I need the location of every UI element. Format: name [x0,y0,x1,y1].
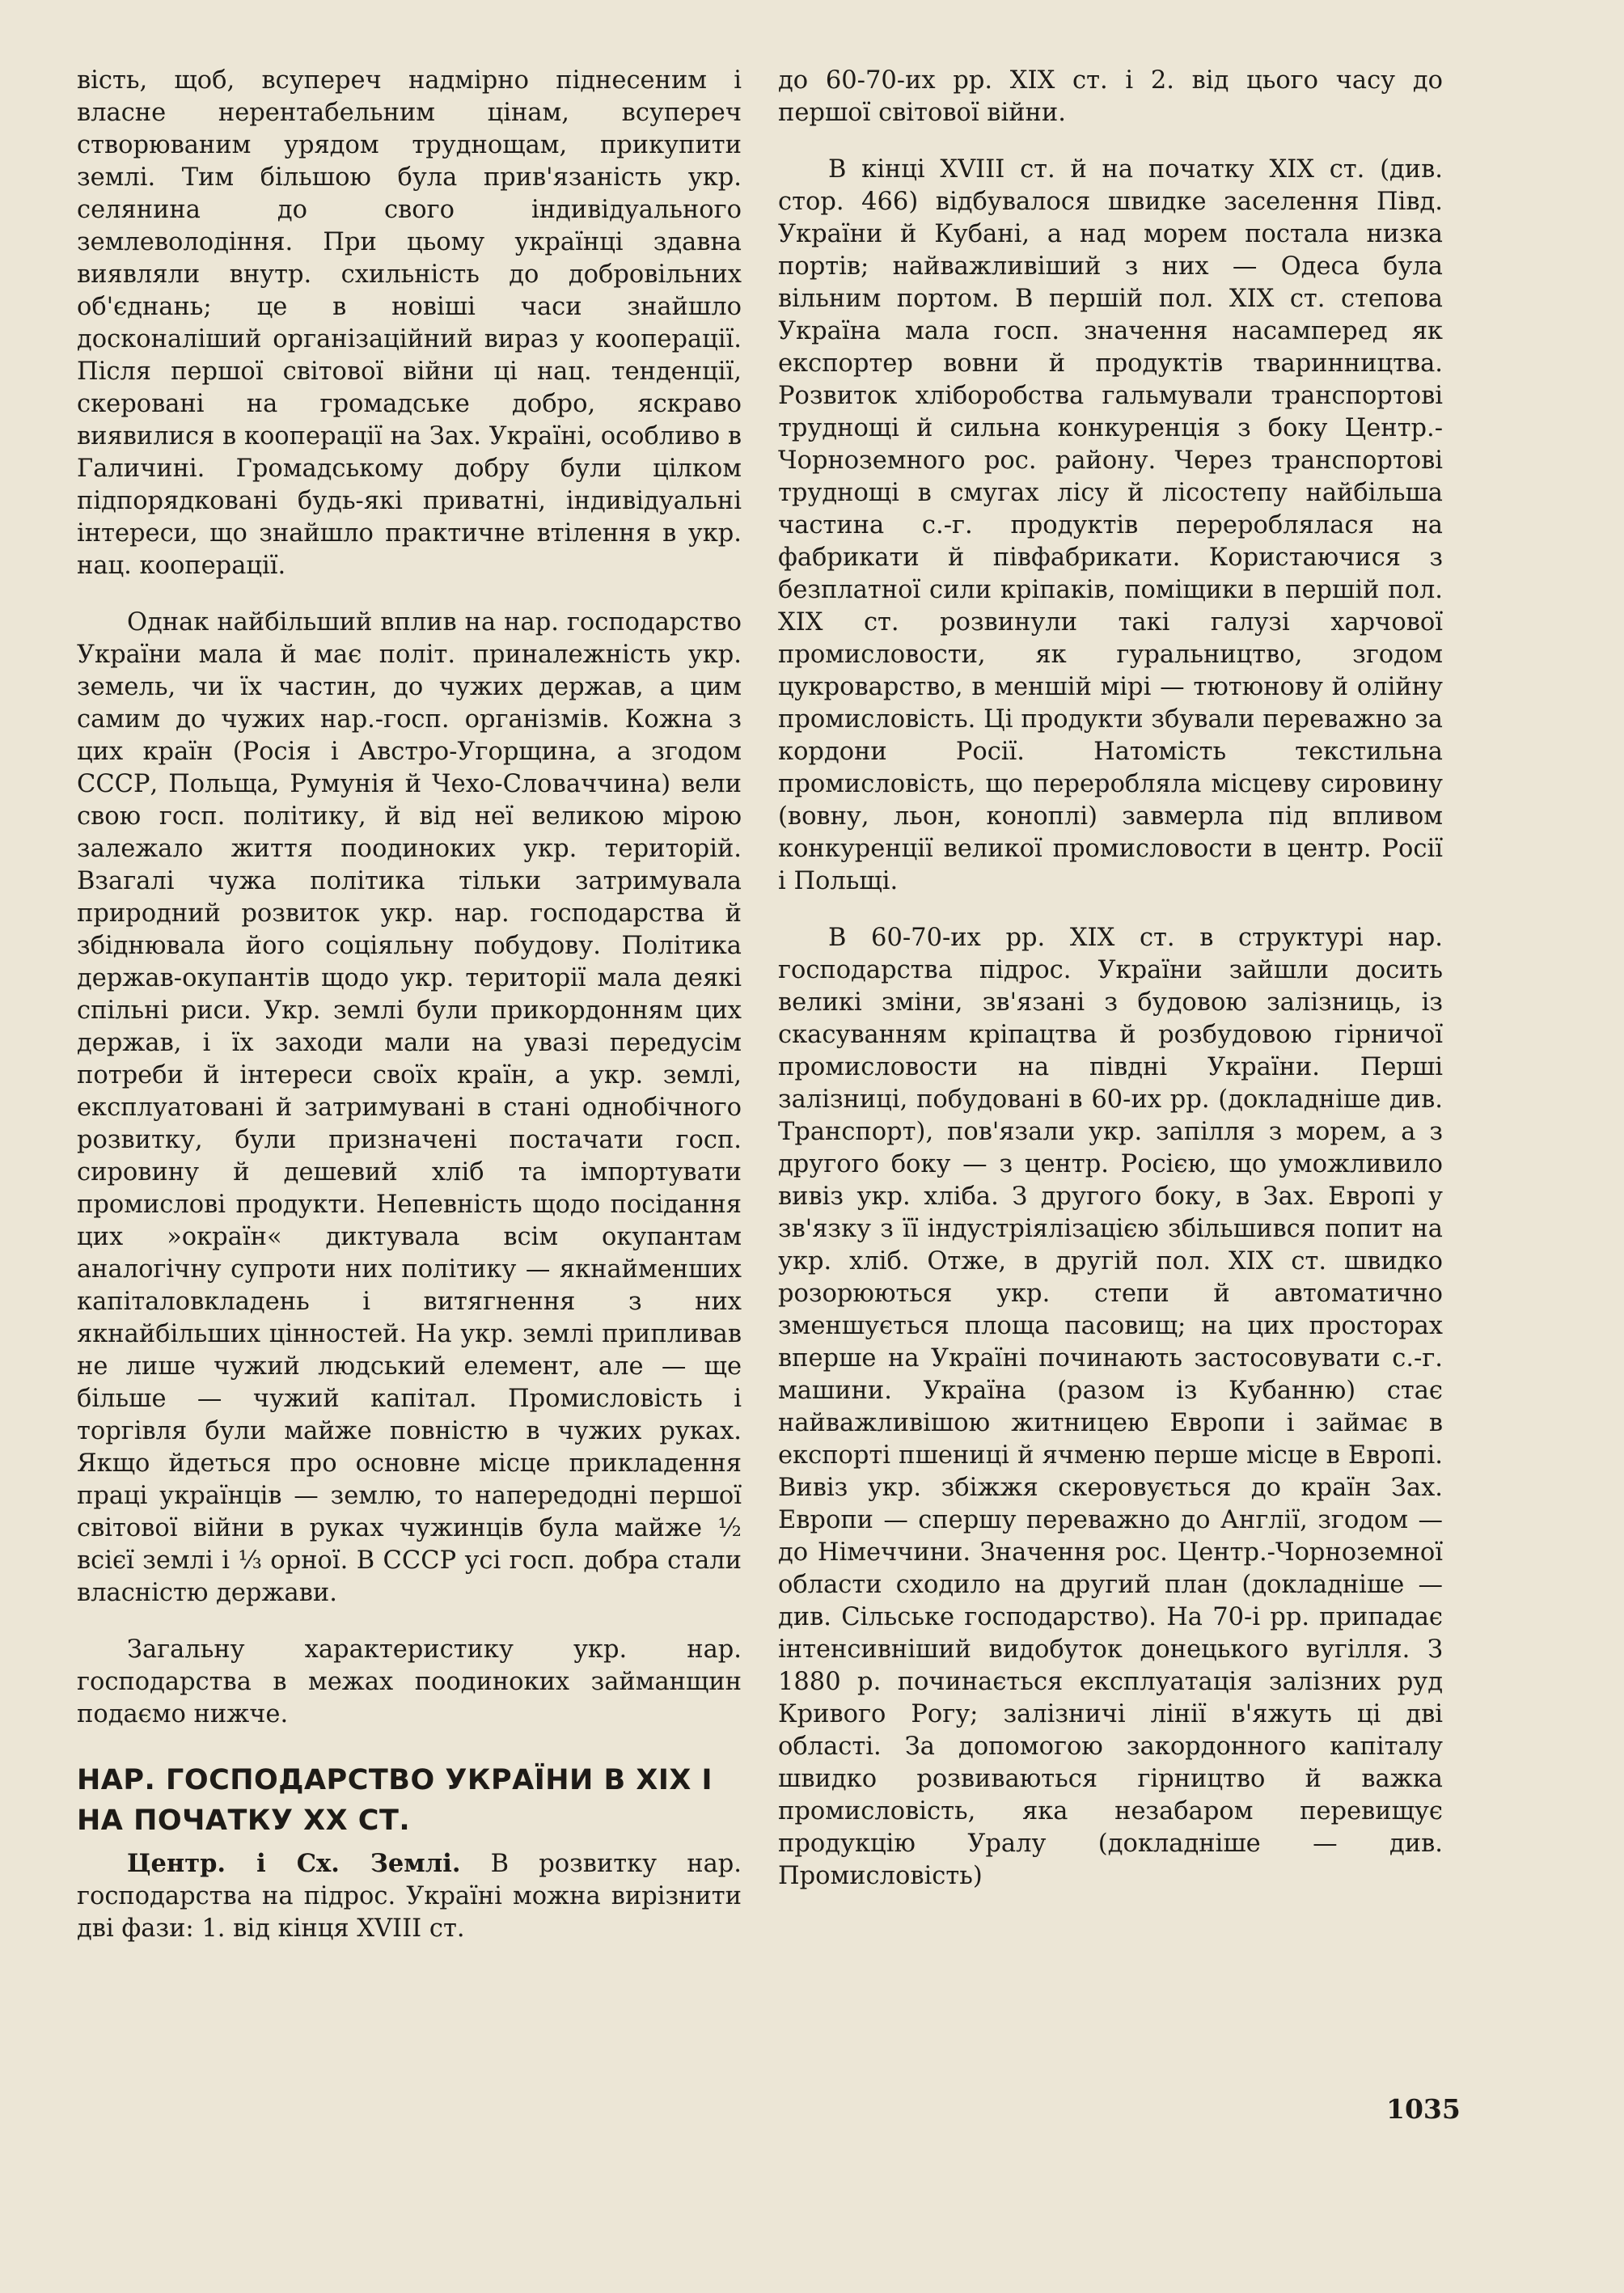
page-number: 1035 [1386,2093,1461,2125]
run-in-heading: Центр. і Сх. Землі. [127,1849,461,1878]
paragraph: до 60-70-их рр. XIX ст. і 2. від цього часу до першої світової війни. [778,66,1443,127]
left-column [77,65,742,1969]
paragraph: Однак найбільший вплив на нар. господарство України мала й має політ. приналежність укр. земель, чи їх частин, до чужих держав, а цим самим до чужих нар.-госп. організмів. Кожна з цих країн (Росія і Австро-Угорщина, а згодом СССР, Польща, Румунія й Чехо-Словаччина) вели свою госп. політику, й від неї великою мірою залежало життя поодиноких укр. територій. Взагалі чужа політика тільки затримувала природний розвиток укр. нар. господарства й збіднювала його соціяльну побудову. Політика держав-окупантів щодо укр. території мала деякі спільні риси. Укр. землі були прикордонням цих держав, і їх заходи мали на увазі передусім потреби й інтереси своїх країн, а укр. землі, експлуатовані й затримувані в стані однобічного розвитку, були призначені постачати госп. сировину й дешевий хліб та імпортувати промислові продукти. Непевність щодо посідання цих »окраїн« диктувала всім окупантам аналогічну супроти них політику — якнайменших капіталовкладень і витягнення з них якнайбільших цінностей. На укр. землі припливав не лише чужий людський елемент, але — ще більше — чужий капітал. Промисловість і торгівля були майже повністю в чужих руках. Якщо йдеться про основне місце прикладення праці українців — землю, то напередодні першої світової війни в руках чужинців була майже ½ всієї землі і ⅓ орної. В СССР усі госп. добра стали власністю держави. [77,608,742,1607]
paragraph [77,1847,742,1945]
paragraph: В кінці XVIII ст. й на початку XIX ст. (див. стор. 466) відбувалося швидке заселення Півд. України й Кубані, а над морем постала низка портів; найважливіший з них — Одеса була вільним портом. В першій пол. XIX ст. степова Україна мала госп. значення насамперед як експортер вовни й продуктів тваринництва. Розвиток хліборобства гальмували транспортові труднощі й сильна конкуренція з боку Центр.-Чорноземного рос. району. Через транспортові труднощі в смугах лісу й лісостепу найбільша частина с.-г. продуктів перероблялася на фабрикати й півфабрикати. Користаючися з безплатної сили кріпаків, поміщики в першій пол. XIX ст. розвинули такі галузі харчової промисловости, як гуральництво, згодом цукроварство, в меншій мірі — тютюнову й олійну промисловість. Ці продукти збували переважно за кордони Росії. Натомість текстильна промисловість, що переробляла місцеву сировину (вовну, льон, коноплі) завмерла під впливом конкуренції великої промисловости в центр. Росії і Польщі. [778,155,1443,895]
paragraph: Загальну характеристику укр. нар. господарства в межах поодиноких займанщин подаємо нижче. [77,1635,742,1728]
section-heading: НАР. ГОСПОДАРСТВО УКРАЇНИ В XIX І НА ПОЧАТКУ XX СТ. [77,1764,713,1837]
right-column [778,65,1443,1917]
paragraph: В 60-70-их рр. XIX ст. в структурі нар. господарства підрос. України зайшли досить великі зміни, зв'язані з будовою залізниць, із скасуванням кріпацтва й розбудовою гірничої промисловости на півдні України. Перші залізниці, побудовані в 60-их рр. (докладніше див. Транспорт), пов'язали укр. запілля з морем, а з другого боку — з центр. Росією, що уможливило вивіз укр. хліба. З другого боку, в Зах. Европі у зв'язку з її індустріялізацією збільшився попит на укр. хліб. Отже, в другій пол. XIX ст. швидко розорюються укр. степи й автоматично зменшується площа пасовищ; на цих просторах вперше на Україні починають застосовувати с.-г. машини. Україна (разом із Кубанню) стає найважливішою житницею Европи і займає в експорті пшениці й ячменю перше місце в Европі. Вивіз укр. збіжжя скеровується до країн Зах. Европи — спершу переважно до Англії, згодом — до Німеччини. Значення рос. Центр.-Чорноземної области сходило на другий план (докладніше — див. Сільське господарство). На 70-і рр. припадає інтенсивніший видобуток донецького вугілля. З 1880 р. починається експлуатація залізних руд Кривого Рогу; залізничі лінії в'яжуть ці дві області. За допомогою закордонного капіталу швидко розвиваються гірництво й важка промисловість, яка незабаром перевищує продукцію Уралу (докладніше — див. Промисловість) [778,924,1443,1890]
paragraph: вість, щоб, всупереч надмірно піднесеним і власне нерентабельним цінам, всупереч створюваним урядом труднощам, прикупити землі. Тим більшою була прив'язаність укр. селянина до свого індивідуального землеволодіння. При цьому українці здавна виявляли внутр. схильність до добровільних об'єднань; це в новіші часи знайшло досконаліший організаційний вираз у кооперації. Після першої світової війни ці нац. тенденції, скеровані на громадське добро, яскраво виявилися в кооперації на Зах. Україні, особливо в Галичині. Громадському добру були цілком підпорядковані будь-які приватні, індивідуальні інтереси, що знайшло практичне втілення в укр. нац. кооперації. [77,66,742,580]
paragraph-text: В розвитку нар. господарства на підрос. Україні можна вирізнити дві фази: 1. від кінця XVIII ст. [77,1850,742,1943]
